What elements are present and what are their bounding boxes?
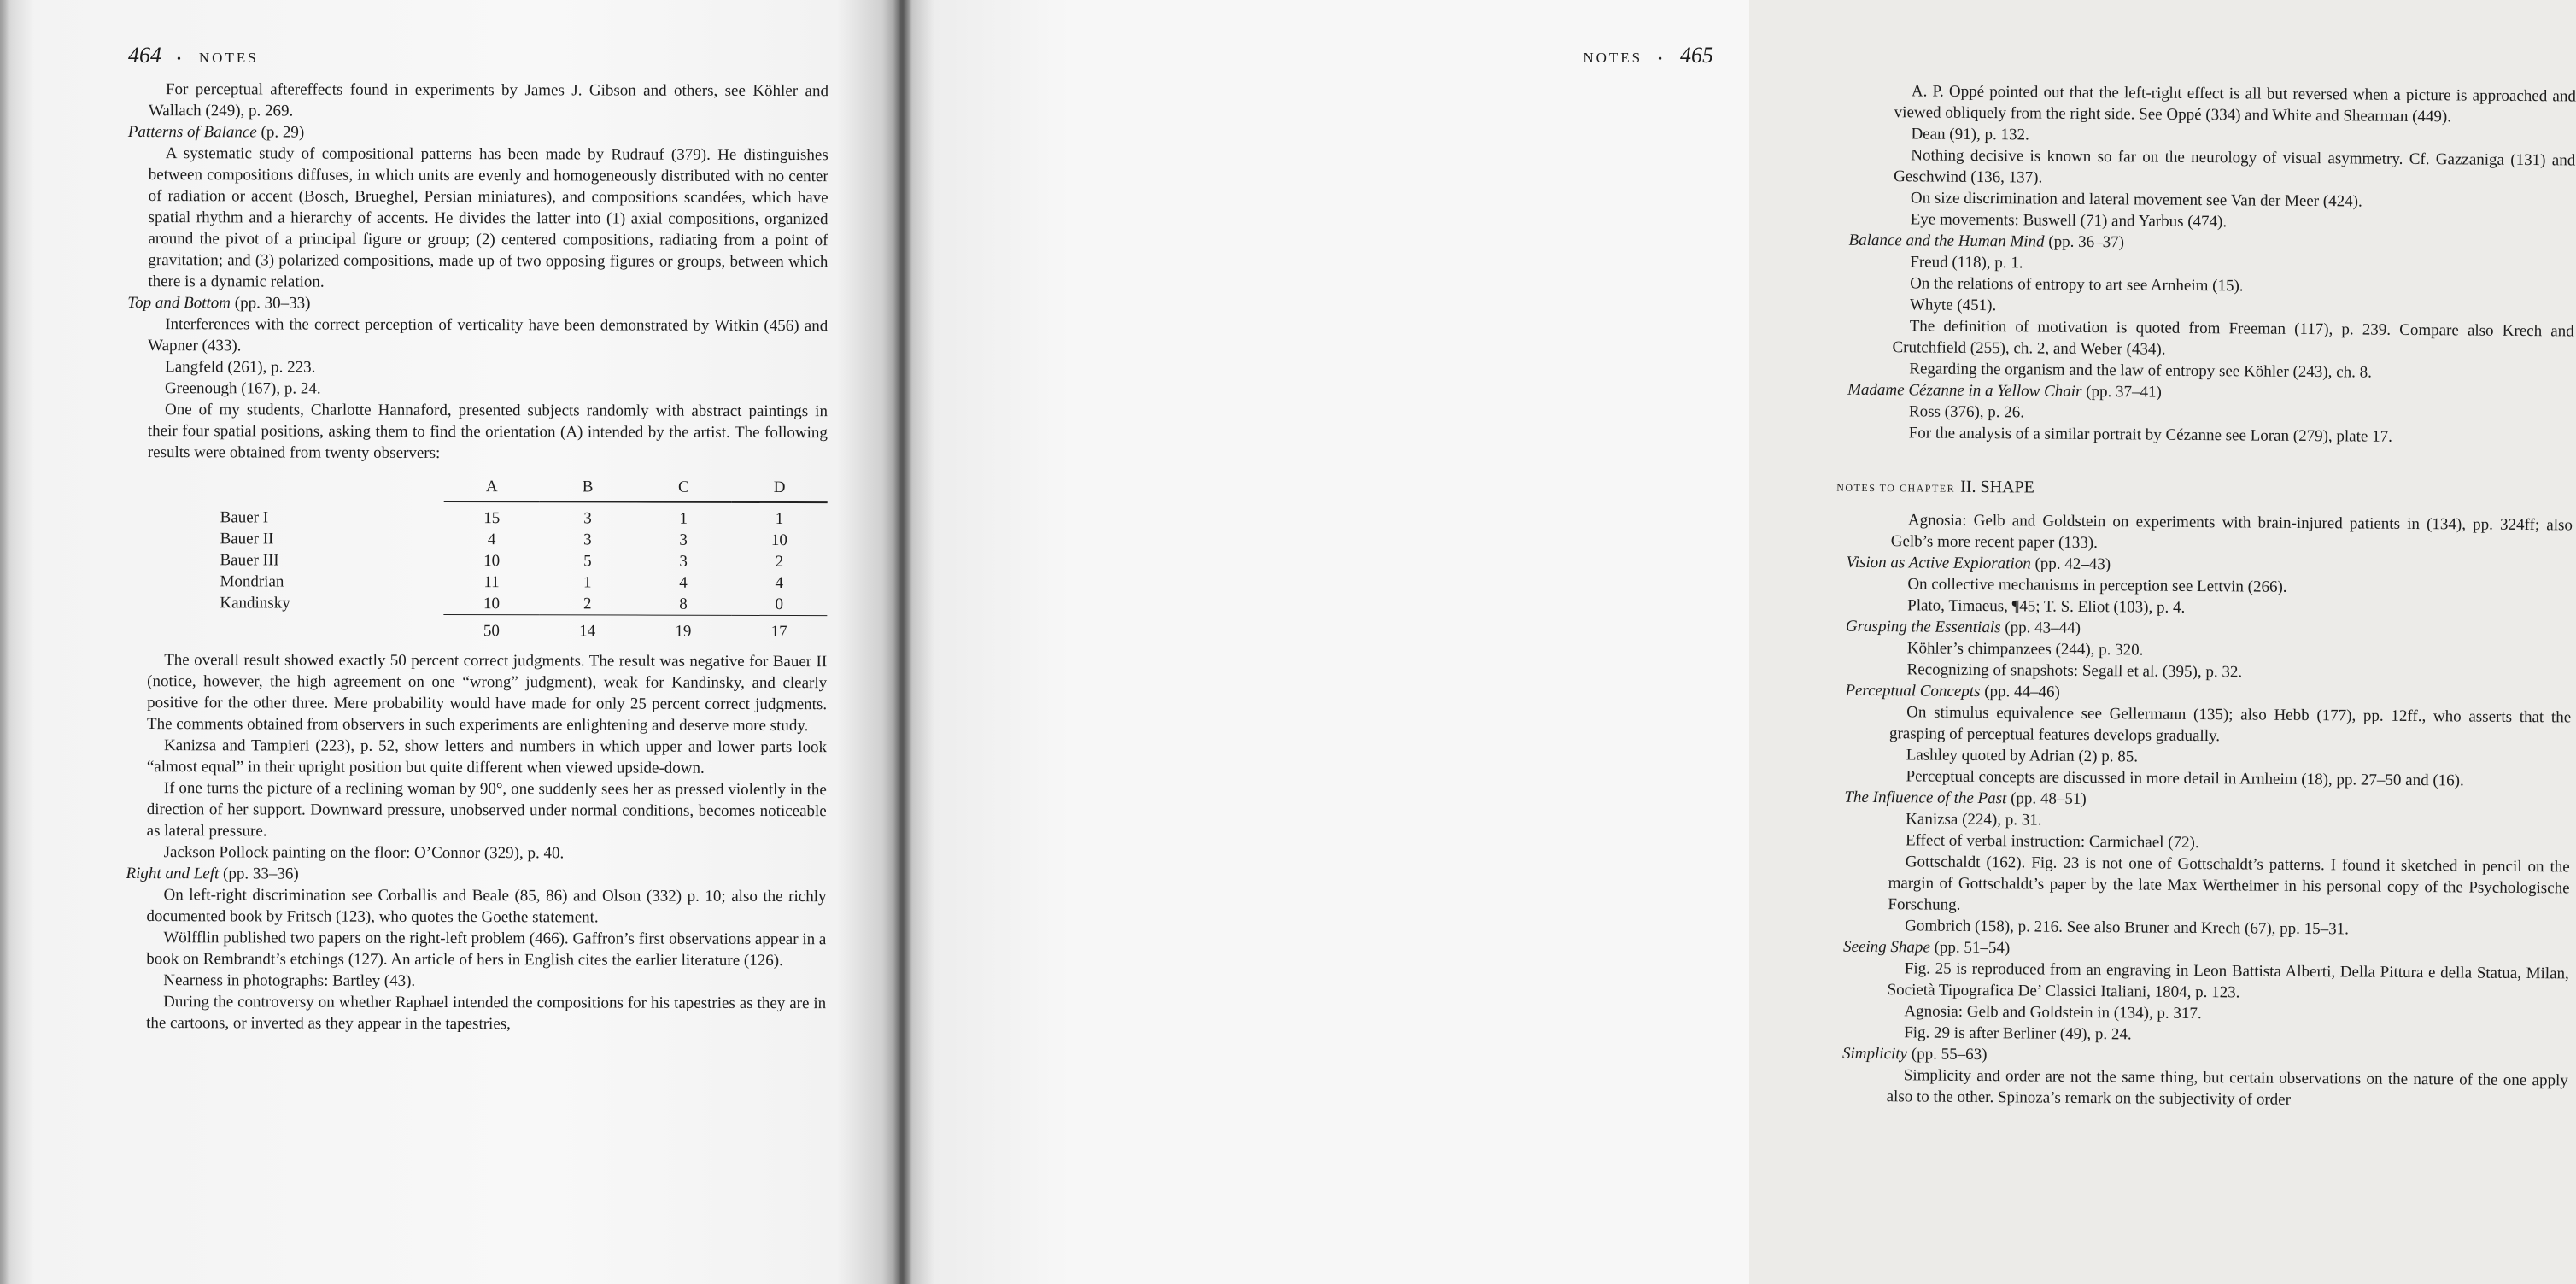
table-cell: 11: [483, 573, 500, 592]
section-title: Top and Bottom: [127, 293, 231, 313]
section-title: Grasping the Essentials: [1845, 617, 2001, 637]
left-bottom-notes: [126, 649, 827, 1035]
table-cell: 8: [679, 595, 688, 613]
results-table: [218, 475, 828, 642]
table-header-row: [219, 475, 828, 502]
column-header: B: [540, 476, 635, 501]
section-title: Patterns of Balance: [127, 122, 257, 142]
total-cell: 14: [539, 615, 635, 642]
note-paragraph: Perceptual concepts are discussed in more detail in Arnheim (18), pp. 27–50 and (16).: [1906, 767, 2464, 790]
table-cell: 4: [679, 573, 688, 592]
note-paragraph: The definition of motivation is quoted from Freeman (117), p. 239. Compare also Krech and Crutchfield (255), ch. 2, and Weber (434).: [1892, 317, 2574, 359]
table-row: [219, 528, 828, 551]
table-cell: 1: [583, 573, 592, 592]
chapter-heading: [1836, 476, 2573, 505]
table-cell: 4: [487, 531, 496, 549]
section-title: Perceptual Concepts: [1845, 681, 1981, 701]
table-cell: 15: [483, 509, 501, 528]
note-line: Köhler’s chimpanzees (244), p. 320.: [1906, 639, 2144, 660]
table-cell: 1: [679, 509, 688, 528]
note-line: Whyte (451).: [1909, 296, 1997, 315]
right-page: [900, 0, 2576, 1284]
section-page-range: (pp. 55–63): [1911, 1045, 1988, 1064]
book-gutter: [893, 0, 912, 1284]
separator-dot: •: [177, 53, 184, 66]
note-paragraph: Kanizsa and Tampieri (223), p. 52, show letters and numbers in which upper and lower parts look “almost equal” in their upright position but quite different when viewed upside-down.: [146, 736, 827, 777]
note-line: Recognizing of snapshots: Segall et al. (395), p. 32.: [1906, 660, 2243, 682]
section-page-range: (pp. 30–33): [234, 294, 311, 313]
table-cell: 3: [583, 509, 592, 528]
table-cell: 10: [483, 595, 500, 613]
section-title: Vision as Active Exploration: [1846, 553, 2031, 573]
row-label: Bauer II: [220, 530, 274, 548]
note-paragraph: A. P. Oppé pointed out that the left-right effect is all but reversed when a picture is approached and viewed obliquely from the right side. See Oppé (334) and White and Shearman (449).: [1894, 82, 2576, 126]
section-title: Right and Left: [126, 864, 220, 883]
note-line: Dean (91), p. 132.: [1911, 125, 2029, 144]
section-page-range: (pp. 51–54): [1934, 938, 2011, 958]
right-running-title: NOTES: [1583, 50, 1643, 66]
note-paragraph: Gottschaldt (162). Fig. 23 is not one of Gottschaldt’s patterns. I found it sketched in pencil on the margin of Gottschaldt’s paper by the late Max Wertheimer in his personal copy of the Psychologische Forschung.: [1888, 853, 2570, 914]
section-title: Madame Cézanne in a Yellow Chair: [1847, 380, 2082, 401]
left-running-title: NOTES: [198, 50, 259, 66]
chapter-prefix: NOTES TO CHAPTER: [1836, 481, 1956, 495]
table-cell: 4: [775, 573, 784, 593]
separator-dot: •: [1658, 53, 1665, 66]
note-paragraph: One of my students, Charlotte Hannaford, presented subjects randomly with abstract paintings in their four spatial positions, asking them to find the orientation (A) intended by the artist. The following results were obtained from twenty observers:: [147, 401, 828, 462]
table-cell: 2: [775, 552, 784, 572]
totals-row: [218, 614, 827, 642]
note-line: On collective mechanisms in perception see Lettvin (266).: [1907, 575, 2287, 596]
section-heading: [127, 292, 828, 315]
table-cell: 0: [775, 595, 784, 614]
note-line: Agnosia: Gelb and Goldstein in (134), p. 317.: [1904, 1002, 2202, 1023]
section-title: Balance and the Human Mind: [1848, 231, 2045, 251]
note-line: Effect of verbal instruction: Carmichael (72).: [1905, 831, 2199, 853]
note-line: Lashley quoted by Adrian (2) p. 85.: [1906, 746, 2139, 766]
right-running-head: [1583, 43, 1713, 68]
total-cell: 19: [635, 615, 731, 642]
table-cell: 3: [583, 531, 592, 549]
row-label: Kandinsky: [220, 594, 290, 613]
note-line: On size discrimination and lateral movement see Van der Meer (424).: [1910, 189, 2362, 211]
totals-label: [218, 614, 443, 642]
note-line: Kanizsa (224), p. 31.: [1906, 810, 2042, 830]
table-cell: 3: [679, 531, 688, 549]
table-cell: 3: [679, 552, 688, 571]
section-page-range: (pp. 43–44): [2005, 619, 2081, 637]
note-line: Eye movements: Buswell (71) and Yarbus (474).: [1910, 210, 2228, 232]
note-paragraph: On stimulus equivalence see Gellermann (135); also Hebb (177), pp. 12ff., who asserts that the grasping of perceptual features develops gradually.: [1888, 703, 2572, 746]
page-edge: [0, 0, 9, 1284]
section-page-range: (pp. 33–36): [223, 865, 299, 883]
section-title: Seeing Shape: [1842, 937, 1930, 957]
section-page-range: (pp. 37–41): [2086, 382, 2162, 402]
left-running-head: [128, 43, 259, 68]
note-paragraph: Wölfflin published two papers on the right-left problem (466). Gaffron’s first observations appear in a book on Rembrandt’s etchings (127). An article of hers in English cites the earlier literature (126).: [146, 929, 827, 970]
row-label: Bauer III: [220, 551, 279, 570]
table-row: [218, 592, 827, 615]
right-page-number: 465: [1680, 43, 1713, 67]
table-row: [219, 501, 828, 530]
table-cell: 5: [583, 552, 592, 571]
section-page-range: (p. 29): [261, 123, 305, 142]
section-title: The Influence of the Past: [1844, 788, 2007, 808]
total-cell: 17: [731, 615, 827, 642]
note-paragraph: Jackson Pollock painting on the floor: O’Connor (329), p. 40.: [163, 843, 565, 863]
table-cell: 2: [583, 595, 592, 613]
table-cell: 1: [775, 509, 784, 529]
note-line: Greenough (167), p. 24.: [165, 379, 321, 398]
chapter-title: II. SHAPE: [1960, 477, 2034, 497]
note-paragraph: Nearness in photographs: Bartley (43).: [163, 971, 416, 990]
note-paragraph: The overall result showed exactly 50 percent correct judgments. The result was negative for Bauer II (notice, however, the high agreement on one “wrong” judgment), weak for Kandinsky, and clearly positive for the other three. Mere probability would have made for only 25 percent correct judgments. The comments obtained from observers in such experiments are enlightening and deserve more study.: [146, 651, 828, 736]
total-cell: 50: [443, 614, 539, 642]
row-label: Bauer I: [220, 507, 269, 526]
note-paragraph: Nothing decisive is known so far on the neurology of visual asymmetry. Cf. Gazzaniga (131) and Geschwind (136, 137).: [1894, 146, 2576, 187]
note-paragraph: For perceptual aftereffects found in experiments by James J. Gibson and others, see Köhler and Wallach (249), p. 269.: [148, 80, 828, 120]
note-paragraph: Simplicity and order are not the same thing, but certain observations on the nature of the one apply also to the other. Spinoza’s remark on the subjectivity of order: [1886, 1066, 2568, 1109]
note-paragraph: On left-right discrimination see Corballis and Beale (85, 86) and Olson (332) p. 10; also the richly documented book by Fritsch (123), who quotes the Goethe statement.: [146, 886, 827, 927]
note-line: Regarding the organism and the law of entropy see Köhler (243), ch. 8.: [1909, 360, 2372, 382]
left-page: [0, 0, 900, 1284]
table-row: [218, 571, 827, 594]
left-text-column: [126, 79, 828, 1035]
note-line: Ross (376), p. 26.: [1908, 402, 2025, 422]
section-page-range: (pp. 48–51): [2011, 789, 2087, 808]
column-header: D: [731, 477, 827, 502]
table-cell: 10: [770, 531, 787, 550]
note-paragraph: Interferences with the correct perception of verticality have been demonstrated by Witkin (456) and Wapner (433).: [148, 315, 828, 355]
section-page-range: (pp. 44–46): [1984, 683, 2060, 701]
note-paragraph: If one turns the picture of a reclining woman by 90°, one suddenly sees her as pressed violently in the direction of her support. Downward pressure, unobserved under normal conditions, becomes noticeable as lateral pressure.: [146, 779, 827, 841]
table-row: [218, 549, 827, 572]
left-top-notes: [127, 79, 828, 465]
note-line: Freud (118), p. 1.: [1910, 253, 2023, 273]
note-line: Gombrich (158), p. 216. See also Bruner and Krech (67), pp. 15–31.: [1905, 917, 2350, 939]
note-line: For the analysis of a similar portrait by Cézanne see Loran (279), plate 17.: [1908, 424, 2392, 446]
note-paragraph: A systematic study of compositional patterns has been made by Rudrauf (379). He distinguishes between compositions diffuses, in which units are evenly and homogeneously distributed with no center of radiation or accent (Bosch, Brueghel, Persian miniatures), and compositions scandées, which have spatial rhythm and a hierarchy of accents. He divides the latter into (1) axial compositions, organized around the pivot of a principal figure or group; (2) centered compositions, radiating from a point of gravitation; and (3) polarized compositions, made up of two opposing figures or groups, between which there is a dynamic relation.: [148, 144, 828, 291]
table-body: [218, 501, 827, 642]
right-text-column: [1836, 80, 2576, 1112]
column-header: C: [635, 477, 731, 502]
section-page-range: (pp. 42–43): [2034, 554, 2111, 574]
section-heading: [128, 121, 828, 144]
note-line: Fig. 29 is after Berliner (49), p. 24.: [1904, 1023, 2132, 1044]
note-paragraph: Fig. 25 is reproduced from an engraving in Leon Battista Alberti, Della Pittura e della Statua, Milan, Società Tipografica De’ Classici Italiani, 1804, p. 123.: [1887, 959, 2569, 1002]
left-page-number: 464: [128, 43, 161, 67]
table-cell: 10: [483, 552, 501, 571]
note-paragraph: Agnosia: Gelb and Goldstein on experiments with brain-injured patients in (134), pp. 324ff; also Gelb’s more recent paper (133).: [1890, 511, 2573, 553]
note-paragraph: During the controversy on whether Raphael intended the compositions for his tapestries as they are in the cartoons, or inverted as they appear in the tapestries,: [146, 993, 827, 1034]
note-line: Langfeld (261), p. 223.: [165, 358, 316, 377]
section-page-range: (pp. 36–37): [2048, 232, 2125, 252]
row-label: Mondrian: [220, 572, 284, 591]
column-header: A: [444, 476, 540, 501]
note-line: On the relations of entropy to art see Arnheim (15).: [1910, 274, 2244, 296]
section-title: Simplicity: [1841, 1044, 1908, 1064]
section-heading: [126, 863, 827, 886]
row-label-header: [219, 475, 444, 501]
note-line: Plato, Timaeus, ¶45; T. S. Eliot (103), p. 4.: [1907, 596, 2186, 617]
